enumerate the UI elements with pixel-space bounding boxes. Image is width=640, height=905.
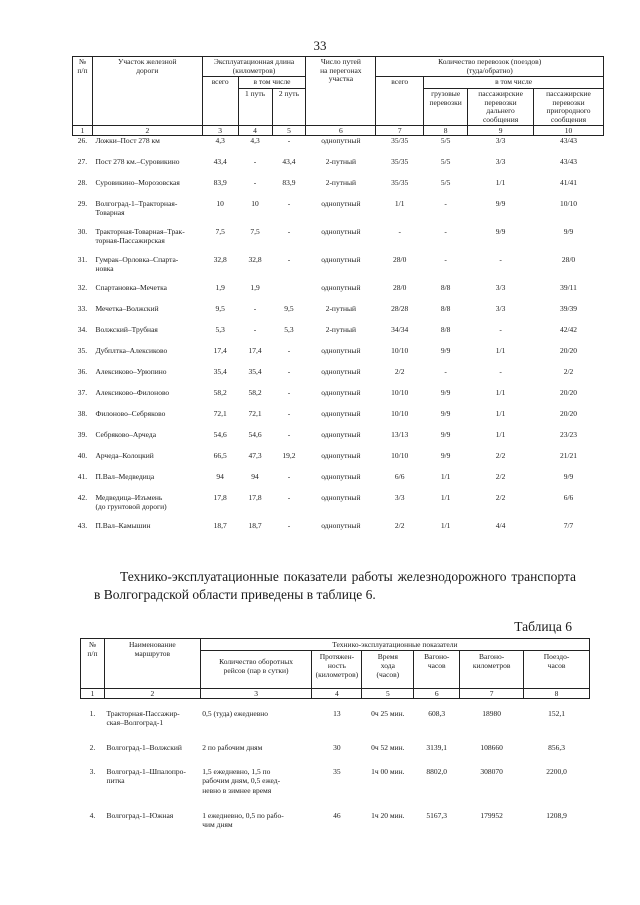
section-name: Гумрак–Орловка–Спарта- новка: [95, 255, 179, 274]
wagon-kilometers: 108660: [480, 743, 503, 752]
trips-suburban: 9/9: [563, 472, 574, 482]
column-number: 3: [200, 689, 312, 699]
table-row: [73, 521, 604, 542]
length-single-track: 17,4: [248, 346, 262, 356]
section-name: Дубплтка–Алексиково: [95, 346, 168, 356]
column-number: 8: [424, 126, 468, 136]
track-count: однопутный: [321, 346, 361, 356]
length-single-track: 35,4: [248, 367, 262, 377]
trips-total: 35/35: [391, 136, 409, 146]
section-name: Волжский–Трубная: [95, 325, 158, 335]
row-number: 35.: [77, 346, 88, 356]
length-single-track: 54,6: [248, 430, 262, 440]
row-number: 38.: [77, 409, 88, 419]
table-row: [81, 699, 590, 740]
table-row: [81, 763, 590, 807]
track-count: однопутный: [321, 430, 361, 440]
length-total: 83,9: [213, 178, 227, 188]
trips-total: 3/3: [394, 493, 405, 503]
table-row: [73, 493, 604, 521]
length-total: 17,8: [213, 493, 227, 503]
trips-suburban: 20/20: [559, 346, 578, 356]
row-number: 29.: [77, 199, 88, 209]
trips-total: 28/0: [393, 283, 407, 293]
trips-total: -: [398, 227, 401, 237]
header-num: № п/п: [73, 57, 93, 126]
header-length-total: всего: [202, 77, 238, 126]
route-length: 13: [333, 709, 341, 718]
length-total: 94: [216, 472, 224, 482]
trips-total: 10/10: [391, 388, 409, 398]
track-count: однопутный: [321, 451, 361, 461]
length-single-track: -: [253, 304, 257, 314]
trips-total: 1/1: [394, 199, 405, 209]
trips-freight: 5/5: [440, 178, 451, 188]
length-total: 66,5: [213, 451, 227, 461]
trips-suburban: 20/20: [559, 388, 578, 398]
length-total: 35,4: [213, 367, 227, 377]
row-number: 36.: [77, 367, 88, 377]
table-row: [73, 283, 604, 304]
route-length: 30: [333, 743, 341, 752]
trips-suburban: 23/23: [559, 430, 578, 440]
track-count: 2-путный: [325, 178, 357, 188]
trips-freight: 8/8: [440, 283, 451, 293]
length-single-track: 58,2: [248, 388, 262, 398]
table-row: [73, 409, 604, 430]
column-number: 10: [534, 126, 604, 136]
table-row: [73, 199, 604, 227]
section-name: Пост 278 км.–Суровикино: [95, 157, 180, 167]
length-single-track: 32,8: [248, 255, 262, 265]
length-double-track: 43,4: [282, 157, 296, 167]
column-number: 1: [81, 689, 105, 699]
column-number: 5: [362, 689, 414, 699]
trips-freight: 8/8: [440, 304, 451, 314]
table-row: [73, 255, 604, 283]
column-numbers-row: [73, 126, 604, 136]
length-double-track: -: [287, 367, 291, 377]
section-name: Медведица–Изъмень (до грунтовой дороги): [95, 493, 167, 512]
length-total: 18,7: [213, 521, 227, 531]
trips-freight: -: [444, 227, 447, 237]
trips-total: 13/13: [391, 430, 409, 440]
column-number: 8: [524, 689, 590, 699]
trips-total: 2/2: [394, 521, 405, 531]
trips-long-distance: 2/2: [495, 451, 506, 461]
travel-time: 0ч 25 мин.: [371, 709, 405, 718]
track-count: однопутный: [321, 227, 361, 237]
trips-total: 35/35: [391, 178, 409, 188]
length-single-track: 10: [251, 199, 259, 209]
row-number: 34.: [77, 325, 88, 335]
length-single-track: 17,8: [248, 493, 262, 503]
row-number: 37.: [77, 388, 88, 398]
row-number: 39.: [77, 430, 88, 440]
trips-total: 10/10: [391, 346, 409, 356]
length-single-track: 4,3: [250, 136, 260, 146]
wagon-kilometers: 18980: [482, 709, 502, 718]
trips-long-distance: 1/1: [495, 346, 506, 356]
length-double-track: -: [287, 430, 291, 440]
trips-total: 10/10: [391, 409, 409, 419]
length-total: 32,8: [213, 255, 227, 265]
table-row: [73, 367, 604, 388]
header-num: № п/п: [81, 639, 105, 689]
section-name: П.Вал–Камышин: [95, 521, 151, 531]
section-name: Арчеда–Колоцкий: [95, 451, 154, 461]
route-name: Тракторная-Пассажир- ская–Волгоград-1: [106, 709, 180, 728]
table-row: [73, 388, 604, 409]
header-suburban-passenger: пассажирские перевозки пригородного сообщения: [534, 88, 604, 126]
section-name: Алексиково–Урюпино: [95, 367, 167, 377]
trips-freight: 9/9: [440, 346, 451, 356]
trips-total: 6/6: [394, 472, 405, 482]
wagon-kilometers: 179952: [480, 811, 503, 820]
header-tracks: Число путей на перегонах участка: [306, 57, 376, 126]
trips-total: 28/28: [391, 304, 409, 314]
train-hours: 856,3: [548, 743, 565, 752]
trips-suburban: 9/9: [563, 227, 574, 237]
length-total: 17,4: [213, 346, 227, 356]
train-hours: 1208,9: [546, 811, 567, 820]
trips-suburban: 39/11: [560, 283, 577, 293]
section-name: Волгоград-1–Тракторная- Товарная: [95, 199, 178, 218]
row-number: 1.: [89, 709, 96, 718]
column-number: 4: [238, 126, 272, 136]
section-name: Суровикино–Морозовская: [95, 178, 180, 188]
row-number: 27.: [77, 157, 88, 167]
section-name: Алексиково–Филоново: [95, 388, 170, 398]
train-hours: 152,1: [548, 709, 565, 718]
table-caption: Таблица 6: [514, 619, 572, 634]
trips-long-distance: 1/1: [495, 388, 506, 398]
trips-freight: 8/8: [440, 325, 451, 335]
length-total: 43,4: [213, 157, 227, 167]
round-trips: 1 ежедневно, 0,5 по рабо- чим дням: [202, 811, 284, 830]
column-number: 5: [272, 126, 306, 136]
row-number: 32.: [77, 283, 88, 293]
track-count: однопутный: [321, 493, 361, 503]
length-double-track: 5,3: [284, 325, 294, 335]
length-double-track: 83,9: [282, 178, 296, 188]
length-total: 54,6: [213, 430, 227, 440]
header-wagon-hours: Вагоно- часов: [414, 651, 460, 689]
length-double-track: -: [287, 493, 291, 503]
length-total: 5,3: [215, 325, 225, 335]
row-number: 42.: [77, 493, 88, 503]
table-row: [73, 325, 604, 346]
trips-suburban: 42/42: [559, 325, 578, 335]
column-number: 7: [376, 126, 424, 136]
length-single-track: 47,3: [248, 451, 262, 461]
wagon-hours: 3139,1: [426, 743, 448, 752]
trips-long-distance: 1/1: [495, 409, 506, 419]
body-paragraph: Технико-эксплуатационные показатели работы железнодорожного транспорта в Волгоградской области приведены в таблице 6.: [94, 569, 576, 603]
trips-suburban: 21/21: [559, 451, 578, 461]
trips-long-distance: 1/1: [495, 430, 506, 440]
trips-long-distance: -: [499, 255, 502, 265]
header-section: Участок железной дороги: [92, 57, 202, 126]
length-single-track: -: [253, 178, 257, 188]
header-train-hours: Поездо- часов: [524, 651, 590, 689]
trips-long-distance: 2/2: [495, 472, 506, 482]
length-double-track: -: [287, 136, 291, 146]
header-wagon-km: Вагоно- километров: [460, 651, 524, 689]
route-name: Волгоград-1–Южная: [106, 811, 174, 820]
track-count: однопутный: [321, 199, 361, 209]
trips-freight: 9/9: [440, 430, 451, 440]
trips-freight: 9/9: [440, 409, 451, 419]
wagon-hours: 8802,0: [426, 767, 448, 776]
header-length-2: 2 путь: [272, 88, 306, 126]
trips-freight: -: [444, 255, 447, 265]
trips-suburban: 28/0: [561, 255, 576, 265]
technical-indicators-table: [80, 638, 590, 841]
trips-freight: 5/5: [440, 136, 451, 146]
length-total: 9,5: [215, 304, 225, 314]
table-row: [81, 807, 590, 841]
header-trips: Количество оборотных рейсов (пар в сутки): [200, 651, 312, 689]
travel-time: 1ч 20 мин.: [371, 811, 405, 820]
length-total: 58,2: [213, 388, 227, 398]
track-count: 2-путный: [325, 325, 357, 335]
round-trips: 2 по рабочим дням: [202, 743, 263, 752]
row-number: 3.: [89, 767, 96, 776]
train-hours: 2200,0: [546, 767, 567, 776]
length-single-track: 7,5: [250, 227, 260, 237]
trips-long-distance: 2/2: [495, 493, 506, 503]
length-single-track: -: [253, 325, 257, 335]
header-trips-incl: в том числе: [424, 77, 604, 89]
trips-freight: -: [444, 199, 447, 209]
section-name: Спартановка–Мечетка: [95, 283, 168, 293]
length-total: 1,9: [215, 283, 225, 293]
section-name: Мечетка–Волжский: [95, 304, 159, 314]
trips-long-distance: 9/9: [495, 227, 506, 237]
table-row: [73, 157, 604, 178]
column-numbers-row: [81, 689, 590, 699]
column-number: 4: [312, 689, 362, 699]
column-number: 9: [468, 126, 534, 136]
length-double-track: -: [287, 199, 291, 209]
table-row: [73, 451, 604, 472]
length-total: 72,1: [213, 409, 227, 419]
length-double-track: [272, 283, 306, 304]
column-number: 1: [73, 126, 93, 136]
length-double-track: -: [287, 346, 291, 356]
trips-freight: -: [444, 367, 447, 377]
length-single-track: 72,1: [248, 409, 262, 419]
row-number: 40.: [77, 451, 88, 461]
travel-time: 0ч 52 мин.: [371, 743, 405, 752]
track-count: однопутный: [321, 255, 361, 265]
section-name: Филоново–Себряково: [95, 409, 166, 419]
length-double-track: -: [287, 255, 291, 265]
trips-suburban: 7/7: [563, 521, 574, 531]
railway-sections-table: [72, 56, 604, 542]
trips-suburban: 20/20: [559, 409, 578, 419]
round-trips: 1,5 ежедневно, 1,5 по рабочим дням, 0,5 ежед- невно в зимнее время: [202, 767, 281, 795]
trips-suburban: 10/10: [559, 199, 578, 209]
row-number: 2.: [89, 743, 96, 752]
trips-long-distance: 3/3: [495, 283, 506, 293]
header-long-passenger: пассажирские перевозки дальнего сообщения: [468, 88, 534, 126]
row-number: 4.: [89, 811, 96, 820]
length-double-track: 9,5: [284, 304, 294, 314]
header-length: Эксплуатационная длина (километров): [202, 57, 306, 77]
track-count: 2-путный: [325, 157, 357, 167]
row-number: 33.: [77, 304, 88, 314]
track-count: однопутный: [321, 409, 361, 419]
length-double-track: -: [287, 521, 291, 531]
trips-suburban: 2/2: [563, 367, 574, 377]
length-total: 10: [216, 199, 224, 209]
column-number: 2: [92, 126, 202, 136]
row-number: 30.: [77, 227, 88, 237]
table-row: [73, 304, 604, 325]
column-number: 6: [306, 126, 376, 136]
trips-suburban: 43/43: [559, 136, 578, 146]
track-count: однопутный: [321, 388, 361, 398]
header-freight: грузовые перевозки: [424, 88, 468, 126]
length-single-track: -: [253, 157, 257, 167]
trips-suburban: 41/41: [559, 178, 578, 188]
trips-suburban: 39/39: [559, 304, 578, 314]
table-row: [73, 346, 604, 367]
section-name: П.Вал–Медведица: [95, 472, 155, 482]
trips-long-distance: 4/4: [495, 521, 506, 531]
wagon-hours: 608,3: [428, 709, 446, 718]
header-route: Наименование маршрутов: [104, 639, 200, 689]
length-total: 7,5: [215, 227, 225, 237]
trips-total: 28/0: [393, 255, 407, 265]
length-single-track: 94: [251, 472, 259, 482]
table-row: [73, 472, 604, 493]
row-number: 43.: [77, 521, 88, 531]
trips-freight: 9/9: [440, 451, 451, 461]
trips-long-distance: 9/9: [495, 199, 506, 209]
trips-long-distance: 3/3: [495, 157, 506, 167]
length-total: 4,3: [215, 136, 225, 146]
track-count: однопутный: [321, 472, 361, 482]
length-double-track: 19,2: [282, 451, 296, 461]
travel-time: 1ч 00 мин.: [371, 767, 405, 776]
length-double-track: -: [287, 227, 291, 237]
trips-freight: 9/9: [440, 388, 451, 398]
trips-total: 2/2: [394, 367, 405, 377]
trips-suburban: 43/43: [559, 157, 578, 167]
route-name: Волгоград-1–Шпалопро- питка: [106, 767, 186, 786]
track-count: однопутный: [321, 521, 361, 531]
header-trips: Количество перевозок (поездов) (туда/обратно): [376, 57, 604, 77]
section-name: Себряково–Арчеда: [95, 430, 157, 440]
trips-long-distance: 3/3: [495, 136, 506, 146]
trips-total: 10/10: [391, 451, 409, 461]
track-count: однопутный: [321, 136, 361, 146]
wagon-kilometers: 308070: [480, 767, 503, 776]
column-number: 7: [460, 689, 524, 699]
row-number: 28.: [77, 178, 88, 188]
trips-long-distance: -: [499, 325, 502, 335]
trips-freight: 1/1: [440, 493, 451, 503]
wagon-hours: 5167,3: [426, 811, 448, 820]
track-count: однопутный: [321, 367, 361, 377]
row-number: 41.: [77, 472, 88, 482]
column-number: 3: [202, 126, 238, 136]
length-double-track: -: [287, 472, 291, 482]
trips-freight: 5/5: [440, 157, 451, 167]
trips-freight: 1/1: [440, 521, 451, 531]
row-number: 31.: [77, 255, 88, 265]
trips-long-distance: -: [499, 367, 502, 377]
trips-total: 35/35: [391, 157, 409, 167]
trips-long-distance: 3/3: [495, 304, 506, 314]
route-length: 35: [333, 767, 341, 776]
column-number: 2: [104, 689, 200, 699]
header-trips-total: всего: [376, 77, 424, 126]
page-number: 33: [313, 38, 327, 53]
route-length: 46: [333, 811, 341, 820]
header-length-1: 1 путь: [238, 88, 272, 126]
length-double-track: -: [287, 388, 291, 398]
table-row: [73, 178, 604, 199]
table-row: [73, 136, 604, 158]
length-single-track: 18,7: [248, 521, 262, 531]
section-name: Тракторная-Товарная–Трак- торная-Пассажирская: [95, 227, 185, 246]
row-number: 26.: [77, 136, 88, 146]
track-count: 2-путный: [325, 304, 357, 314]
trips-suburban: 6/6: [563, 493, 574, 503]
column-number: 6: [414, 689, 460, 699]
section-name: Ложки–Пост 278 км: [95, 136, 160, 146]
track-count: однопутный: [321, 283, 361, 293]
route-name: Волгоград-1–Волжский: [106, 743, 182, 752]
trips-freight: 1/1: [440, 472, 451, 482]
header-time: Время хода (часов): [362, 651, 414, 689]
header-indicators: Технико-эксплуатационные показатели: [200, 639, 589, 651]
header-length-incl: в том числе: [238, 77, 306, 89]
table-row: [73, 227, 604, 255]
length-double-track: -: [287, 409, 291, 419]
header-length: Протяжен- ность (километров): [312, 651, 362, 689]
trips-long-distance: 1/1: [495, 178, 506, 188]
table-row: [73, 430, 604, 451]
table-row: [81, 739, 590, 763]
length-single-track: 1,9: [250, 283, 260, 293]
round-trips: 0,5 (туда) ежедневно: [202, 709, 269, 718]
trips-total: 34/34: [391, 325, 409, 335]
